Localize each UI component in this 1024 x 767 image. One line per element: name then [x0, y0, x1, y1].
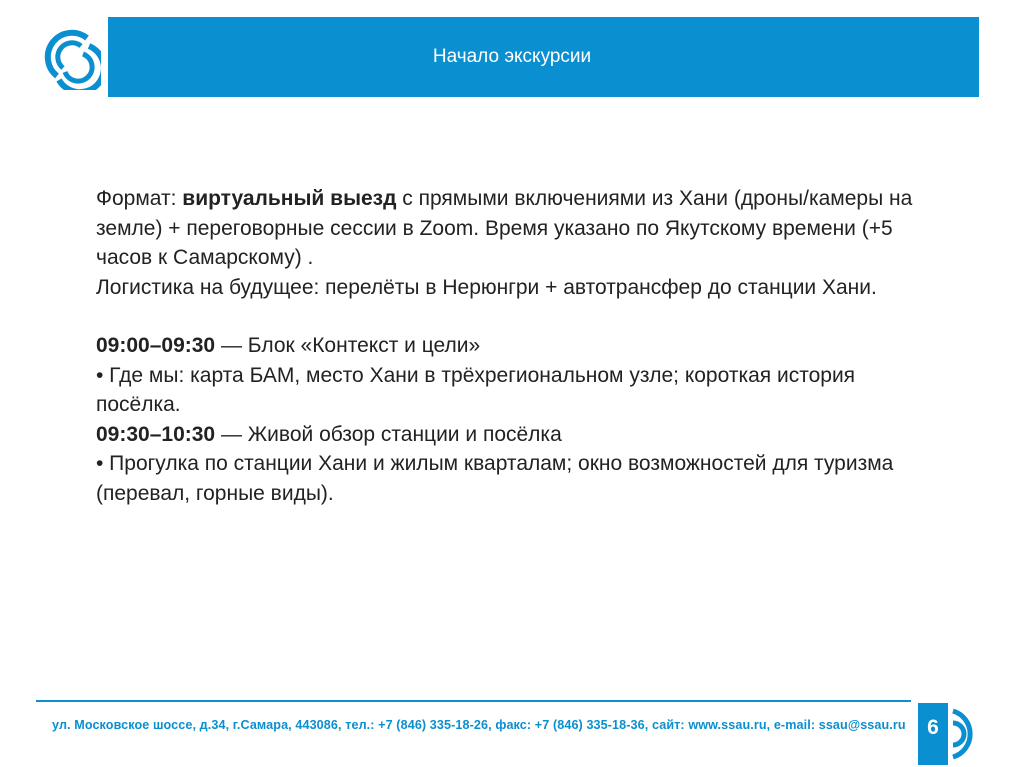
- format-text: с прямыми включениями из Хани (дроны/камеры на земле) + переговорные сессии в Zoom. Время указано по Якутскому времени (+5 часов к Самарскому) .: [96, 187, 913, 269]
- block2-bullet: • Прогулка по станции Хани и жилым кварталам; окно возможностей для туризма (перевал, горные виды).: [96, 452, 894, 505]
- block1-title: — Блок «Контекст и цели»: [215, 334, 481, 357]
- block2-time: 09:30–10:30: [96, 422, 216, 446]
- slide-title: Начало экскурсии: [432, 46, 592, 67]
- logistics-paragraph: Логистика на будущее: перелёты в Нерюнгри + автотрансфер до станции Хани.: [96, 275, 877, 299]
- block2-heading: [96, 420, 936, 450]
- ssau-mark-icon: [950, 703, 980, 765]
- block1-bullet: • Где мы: карта БАМ, место Хани в трёхрегиональном узле; короткая история посёлка.: [96, 363, 856, 416]
- block1-heading: [96, 331, 936, 361]
- block2-title: — Живой обзор станции и посёлка: [215, 422, 562, 446]
- footer-contact: ул. Московское шоссе, д.34, г.Самара, 443086, тел.: +7 (846) 335-18-26, факс: +7 (846) 335-18-36, сайт: www.ssau.ru, e-mail: ssau@ssau.ru: [52, 718, 906, 732]
- block1-time: 09:00–09:30: [96, 334, 216, 357]
- format-label: Формат:: [96, 187, 183, 210]
- page-number: 6: [927, 716, 939, 739]
- spacer: [96, 302, 936, 331]
- slide-body: [96, 184, 936, 508]
- format-highlight: виртуальный выезд: [182, 187, 397, 210]
- footer-divider: [36, 700, 911, 702]
- format-paragraph: [96, 184, 936, 273]
